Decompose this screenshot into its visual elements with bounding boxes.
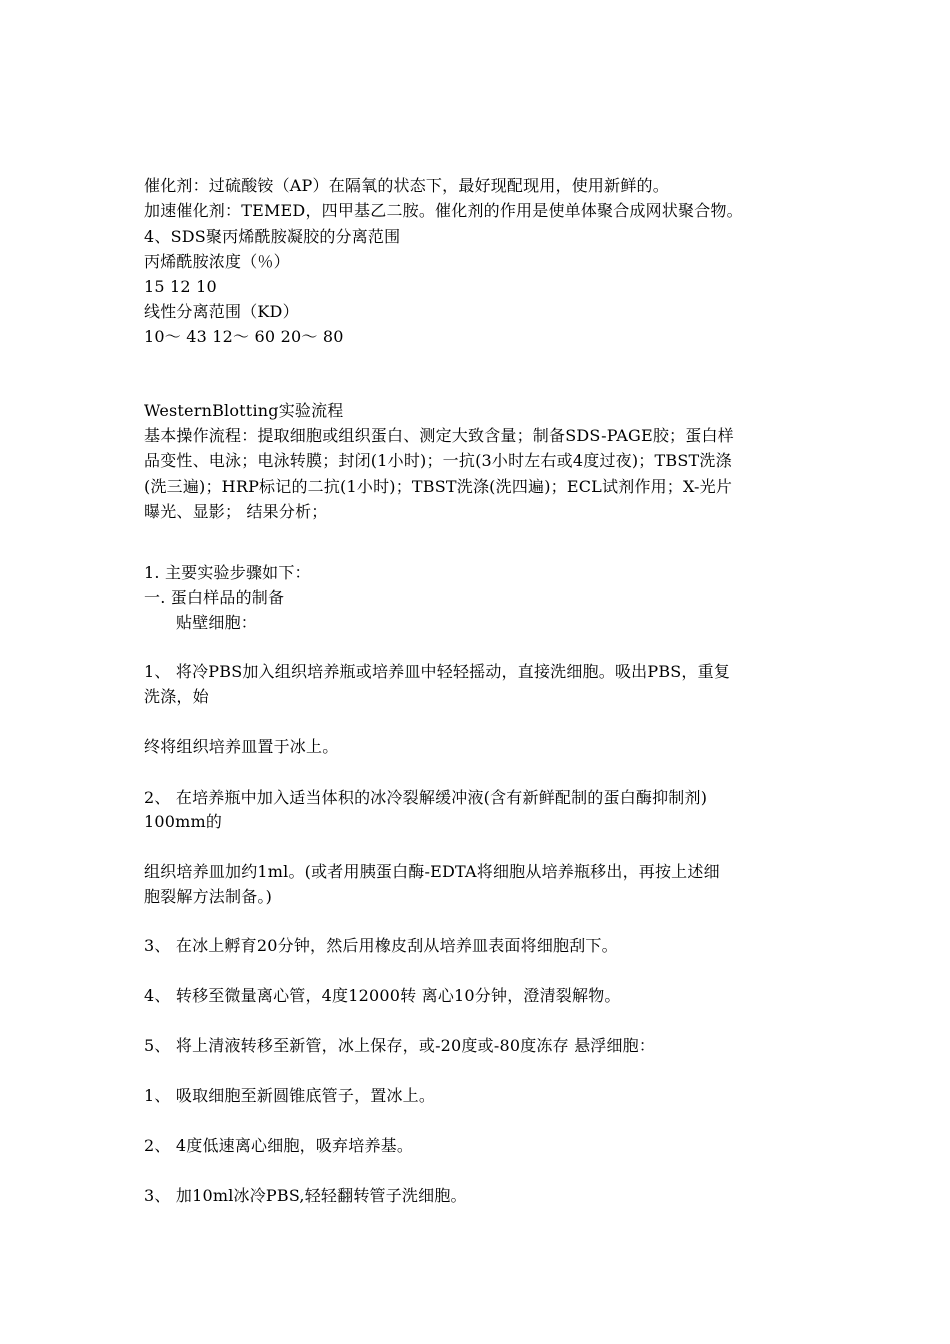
text-line: 基本操作流程：提取细胞或组织蛋白、测定大致含量；制备SDS-PAGE胶；蛋白样	[144, 426, 734, 445]
text-line: 洗涤，始	[144, 687, 209, 706]
text-line: 线性分离范围（KD）	[144, 302, 299, 321]
text-line: 组织培养皿加约1ml。(或者用胰蛋白酶-EDTA将细胞从培养瓶移出，再按上述细	[144, 862, 720, 881]
section-heading: 1. 主要实验步骤如下：	[144, 563, 311, 582]
section-heading: WesternBlotting实验流程	[144, 401, 344, 420]
text-line: 加速催化剂：TEMED，四甲基乙二胺。催化剂的作用是使单体聚合成网状聚合物。	[144, 201, 743, 220]
text-line: 15 12 10	[144, 277, 217, 296]
text-line: 丙烯酰胺浓度（％）	[144, 252, 290, 271]
text-line: 3、 在冰上孵育20分钟，然后用橡皮刮从培养皿表面将细胞刮下。	[144, 936, 618, 955]
text-line: 终将组织培养皿置于冰上。	[144, 737, 339, 756]
text-line: 胞裂解方法制备。)	[144, 887, 273, 906]
text-line: 催化剂：过硫酸铵（AP）在隔氧的状态下，最好现配现用，使用新鲜的。	[144, 176, 669, 195]
text-line: 1、 将冷PBS加入组织培养瓶或培养皿中轻轻摇动，直接洗细胞。吸出PBS，重复	[144, 662, 731, 681]
text-line: 曝光、显影； 结果分析；	[144, 502, 328, 521]
text-line: (洗三遍)；HRP标记的二抗(1小时)；TBST洗涤(洗四遍)；ECL试剂作用；X-光片	[144, 477, 733, 496]
text-line: 4、 转移至微量离心管，4度12000转 离心10分钟，澄清裂解物。	[144, 986, 621, 1005]
text-line: 10～ 43 12～ 60 20～ 80	[144, 327, 344, 346]
text-line: 5、 将上清液转移至新管，冰上保存，或-20度或-80度冻存 悬浮细胞：	[144, 1036, 656, 1055]
text-line: 品变性、电泳；电泳转膜；封闭(1小时)；一抗(3小时左右或4度过夜)；TBST洗涤	[144, 451, 732, 470]
text-line: 1、 吸取细胞至新圆锥底管子，置冰上。	[144, 1086, 436, 1105]
text-line: 3、 加10ml冰冷PBS,轻轻翻转管子洗细胞。	[144, 1186, 467, 1205]
section-heading: 4、SDS聚丙烯酰胺凝胶的分离范围	[144, 227, 401, 246]
text-line: 2、 在培养瓶中加入适当体积的冰冷裂解缓冲液(含有新鲜配制的蛋白酶抑制剂)	[144, 788, 708, 807]
text-line: 2、 4度低速离心细胞，吸弃培养基。	[144, 1136, 414, 1155]
section-heading: 一. 蛋白样品的制备	[144, 588, 285, 607]
subsection-heading: 贴壁细胞：	[176, 613, 258, 632]
text-line: 100mm的	[144, 812, 223, 831]
